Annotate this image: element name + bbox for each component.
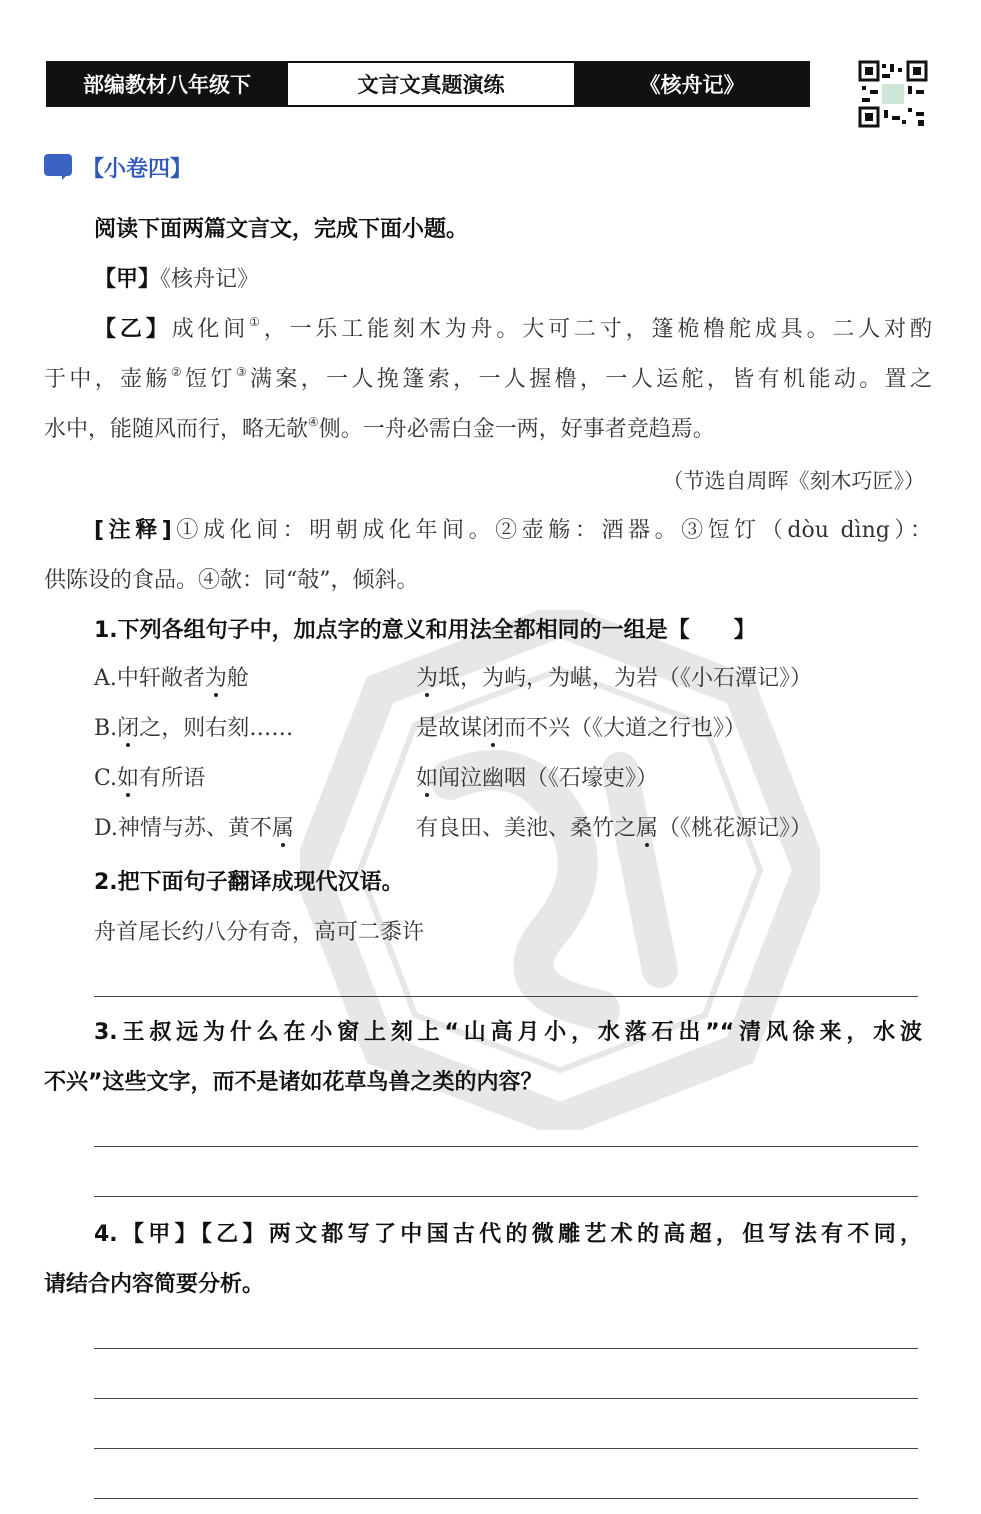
option-text: 是故谋: [416, 716, 483, 741]
answer-line[interactable]: [94, 1348, 918, 1349]
option-text: D.神情与苏、黄不: [94, 816, 272, 841]
yi-label: 【乙】: [94, 317, 172, 342]
option-text: 有良田、美池、桑竹之: [416, 816, 637, 841]
option-text: 坻，为屿，为嵁，为岩（《小石潭记》）: [438, 666, 813, 691]
dotted-character: 属: [636, 816, 659, 841]
jia-title: 《核舟记》: [160, 267, 260, 292]
question-3-line2: 不兴”这些文字，而不是诸如花草鸟兽之类的内容？: [44, 1070, 543, 1095]
section-tag: [44, 152, 192, 183]
option-text: 舱: [226, 666, 249, 691]
option-text: A.中轩敞者: [94, 666, 205, 691]
question-2-stem: 2.把下面句子翻译成现代汉语。: [94, 870, 404, 895]
header-grade: 部编教材八年级下: [48, 63, 286, 105]
dotted-character: 如: [117, 766, 140, 791]
passage-jia: [94, 265, 259, 295]
dotted-character: 如: [416, 766, 439, 791]
option-b-right: [416, 714, 746, 744]
footnote-marker: ②: [170, 365, 186, 379]
footnote-marker: ③: [235, 365, 251, 379]
passage-yi-line1: [94, 315, 932, 345]
option-text: C.: [94, 766, 118, 791]
speech-bubble-icon: [44, 154, 74, 182]
option-text: 有所语: [139, 766, 206, 791]
yi-text: 成化间: [171, 317, 250, 342]
option-d-right: [416, 814, 812, 844]
dotted-character: 闭: [117, 716, 140, 741]
passage-yi-line3: [44, 415, 715, 445]
option-a-right: [416, 664, 812, 694]
option-text: 而不兴（《大道之行也》）: [504, 716, 747, 741]
option-b-left: [94, 714, 293, 744]
question-2-sentence: 舟首尾长约八分有奇，高可二黍许: [94, 920, 425, 945]
answer-line[interactable]: [94, 1448, 918, 1449]
answer-line[interactable]: [94, 1398, 918, 1399]
yi-text: ，一乐工能刻木为舟。大可二寸，篷桅橹舵成具。二人对酌: [263, 317, 932, 342]
yi-text: 满案，一人挽篷索，一人握橹，一人运舵，皆有机能动。置之: [250, 367, 932, 392]
jia-label: 【甲】: [94, 267, 161, 292]
dotted-character: 属: [271, 816, 294, 841]
yi-text: 于中，壶觞: [44, 367, 171, 392]
option-d-left: [94, 814, 294, 844]
question-3-line1: 3.王叔远为什么在小窗上刻上“山高月小，水落石出”“清风徐来，水波: [94, 1020, 922, 1045]
footnote-marker: ①: [249, 315, 264, 329]
dotted-character: 为: [204, 666, 227, 691]
dotted-character: 为: [416, 666, 439, 691]
instruction: 阅读下面两篇文言文，完成下面小题。: [94, 217, 469, 242]
answer-line[interactable]: [94, 1146, 918, 1147]
question-1-stem: 1.下列各组句子中，加点字的意义和用法全都相同的一组是【 】: [94, 618, 756, 643]
option-text: 闻泣幽咽（《石壕吏》）: [438, 766, 659, 791]
qr-code-icon: [858, 60, 928, 128]
question-4-line2: 请结合内容简要分析。: [44, 1272, 265, 1297]
question-4-line1: 4.【甲】【乙】两文都写了中国古代的微雕艺术的高超，但写法有不同，: [94, 1222, 922, 1247]
answer-line[interactable]: [94, 996, 918, 997]
notes-line2: 供陈设的食品。④欹：同“攲”，倾斜。: [44, 568, 419, 593]
answer-line[interactable]: [94, 1498, 918, 1499]
yi-text: 水中，能随风而行，略无欹: [44, 417, 309, 442]
notes-label: [注释]: [94, 518, 172, 543]
option-text: （《桃花源记》）: [658, 816, 813, 841]
option-c-left: [94, 764, 205, 794]
option-text: B.: [94, 716, 118, 741]
yi-text: 侧。一舟必需白金一两，好事者竞趋焉。: [318, 417, 715, 442]
option-a-left: [94, 664, 249, 694]
header-subject: 文言文真题演练: [286, 63, 576, 105]
yi-text: 饾饤: [185, 367, 236, 392]
dotted-character: 闭: [482, 716, 505, 741]
section-tag-label: 【小卷四】: [82, 157, 193, 182]
header-title: 《核舟记》: [576, 63, 808, 105]
option-text: 之，则右刻……: [139, 716, 294, 741]
footnote-marker: ④: [308, 415, 319, 429]
option-c-right: [416, 764, 658, 794]
notes-text: ①成化间：明朝成化年间。②壶觞：酒器。③饾饤（dòu dìng）：: [171, 518, 932, 543]
notes-line1: [94, 516, 932, 546]
header-bar: [46, 61, 810, 107]
answer-line[interactable]: [94, 1196, 918, 1197]
passage-source: （节选自周晖《刻木巧匠》）: [662, 469, 925, 493]
passage-yi-line2: [44, 365, 932, 395]
